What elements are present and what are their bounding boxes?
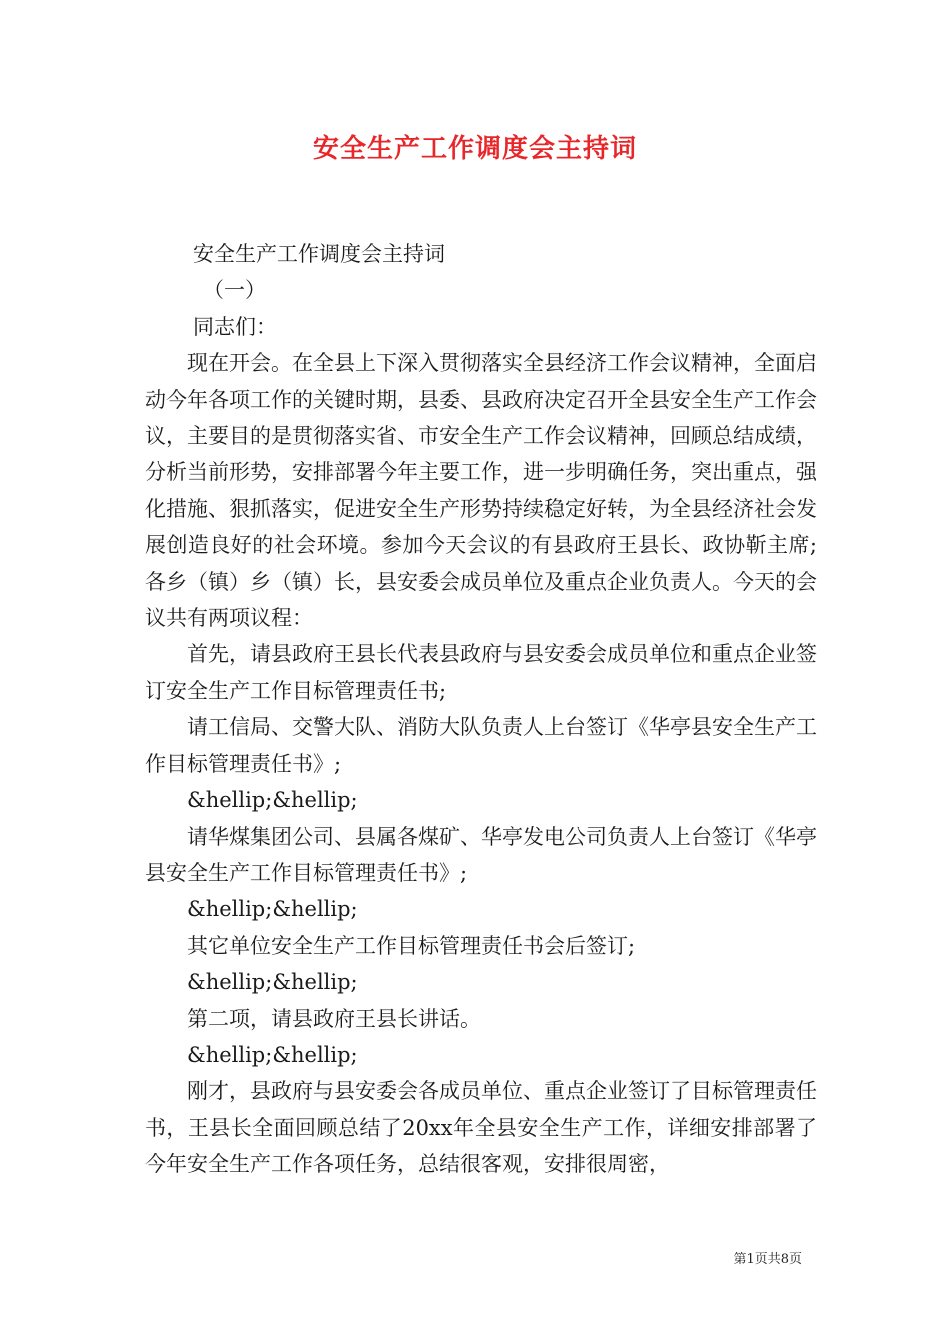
body-paragraph: 请工信局、交警大队、消防大队负责人上台签订《华亭县安全生产工作目标管理责任书》; (145, 715, 817, 776)
salutation: 同志们： (193, 314, 277, 339)
body-paragraph: 首先，请县政府王县长代表县政府与县安委会成员单位和重点企业签订安全生产工作目标管理责任书; (145, 642, 817, 703)
ellipsis-line: &hellip;&hellip; (187, 788, 358, 813)
body-paragraph: 其它单位安全生产工作目标管理责任书会后签订; (187, 933, 636, 958)
body-paragraph: 现在开会。在全县上下深入贯彻落实全县经济工作会议精神，全面启动今年各项工作的关键时期，县委、县政府决定召开全县安全生产工作会议，主要目的是贯彻落实省、市安全生产工作会议精神，回顾总结成绩，分析当前形势，安排部署今年主要工作，进一步明确任务，突出重点，强化措施、狠抓落实，促进安全生产形势持续稳定好转，为全县经济社会发展创造良好的社会环境。参加今天会议的有县政府王县长、政协靳主席;各乡（镇）乡（镇）长，县安委会成员单位及重点企业负责人。今天的会议共有两项议程： (145, 351, 817, 631)
subtitle-paragraph: 安全生产工作调度会主持词 (193, 242, 445, 266)
ellipsis-line: &hellip;&hellip; (187, 970, 358, 995)
document-body (145, 236, 817, 1183)
section-number: （一） (203, 278, 266, 303)
page-number: 第1页共8页 (733, 1252, 802, 1267)
ellipsis-line: &hellip;&hellip; (187, 1042, 358, 1067)
body-paragraph: 第二项，请县政府王县长讲话。 (187, 1006, 481, 1031)
body-paragraph: 刚才，县政府与县安委会各成员单位、重点企业签订了目标管理责任书，王县长全面回顾总结了20xx年全县安全生产工作，详细安排部署了今年安全生产工作各项任务，总结很客观，安排很周密， (145, 1079, 817, 1177)
document-title: 安全生产工作调度会主持词 (312, 134, 637, 164)
ellipsis-line: &hellip;&hellip; (187, 897, 358, 922)
body-paragraph: 请华煤集团公司、县属各煤矿、华亭发电公司负责人上台签订《华亭县安全生产工作目标管理责任书》; (145, 824, 817, 885)
